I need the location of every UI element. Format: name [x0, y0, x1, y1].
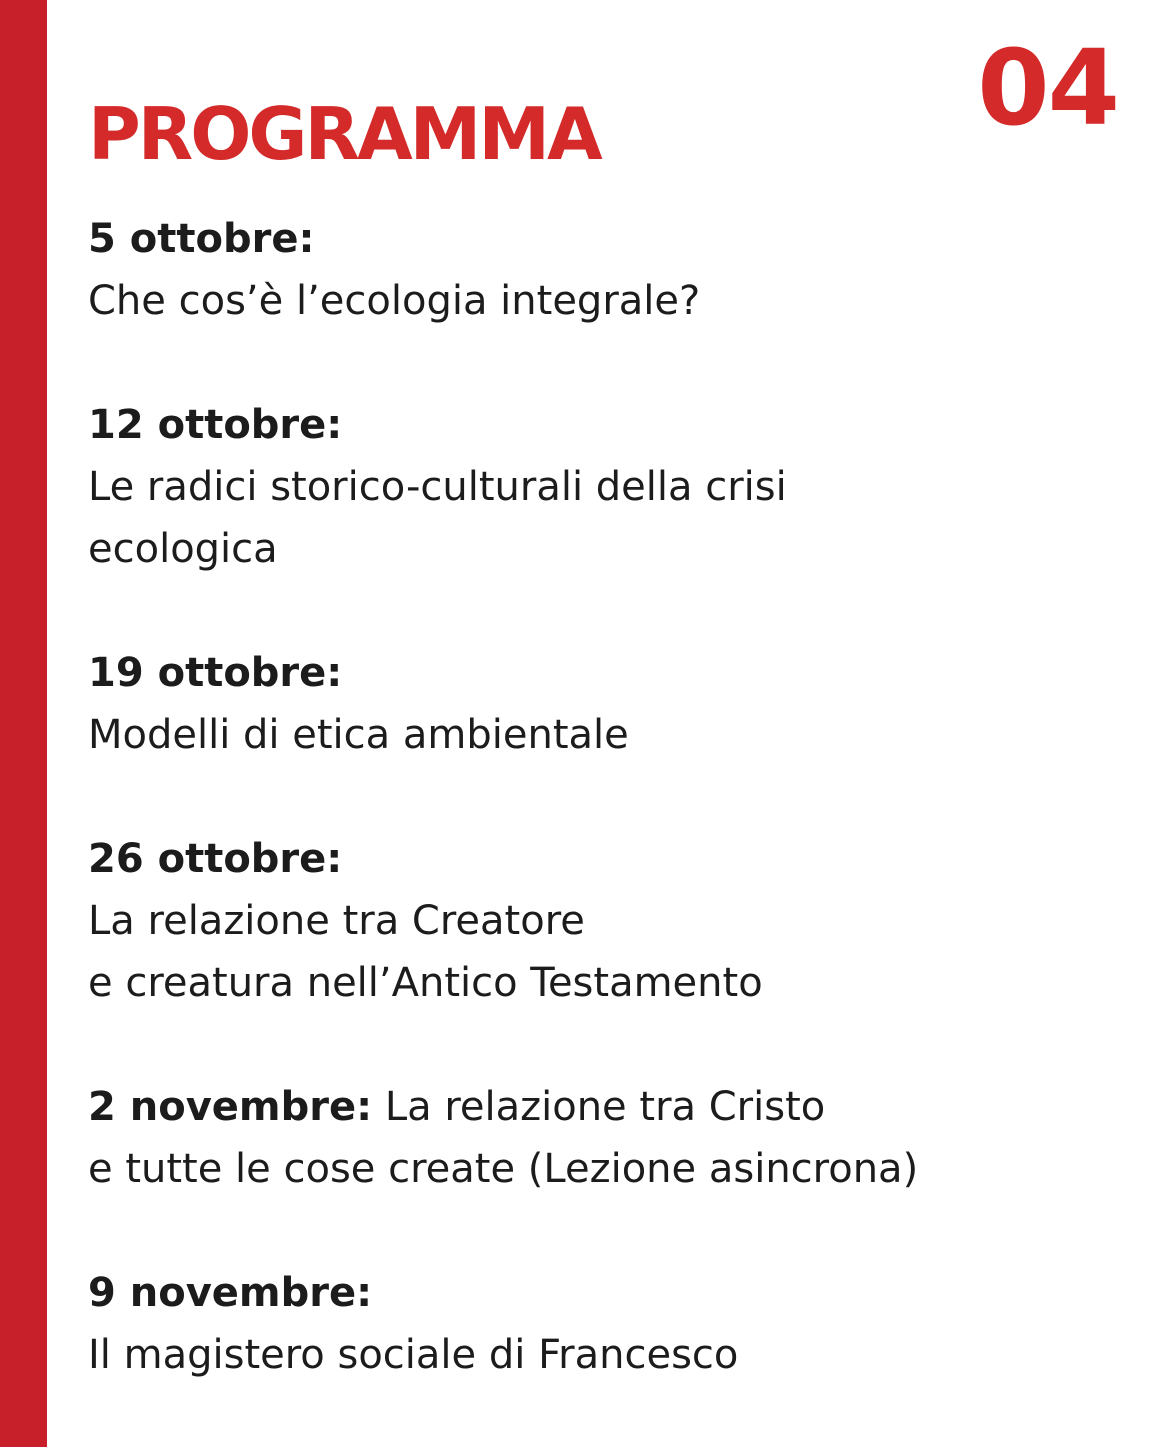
page-title: PROGRAMMA [88, 92, 600, 176]
schedule-entry-6 [88, 1262, 1148, 1386]
schedule-entry-1 [88, 208, 1148, 332]
entry-topic-inline: La relazione tra Cristo [384, 1084, 826, 1130]
program-schedule [88, 208, 1148, 1448]
entry-date: 19 ottobre: [88, 650, 343, 696]
page-number: 04 [977, 27, 1118, 149]
schedule-entry-3 [88, 642, 1148, 766]
entry-date: 26 ottobre: [88, 836, 343, 882]
schedule-entry-5 [88, 1076, 1148, 1200]
entry-date: 12 ottobre: [88, 402, 343, 448]
entry-topic: Le radici storico-culturali della crisi [88, 464, 787, 510]
entry-topic: Il magistero sociale di Francesco [88, 1332, 739, 1378]
entry-date: 9 novembre: [88, 1270, 373, 1316]
entry-date: 2 novembre: [88, 1084, 373, 1130]
schedule-entry-4 [88, 828, 1148, 1014]
schedule-entry-2 [88, 394, 1148, 580]
entry-topic: Che cos’è l’ecologia integrale? [88, 278, 701, 324]
entry-topic-continued: e tutte le cose create (Lezione asincrona) [88, 1146, 919, 1192]
entry-topic-continued: e creatura nell’Antico Testamento [88, 960, 763, 1006]
entry-topic-continued: ecologica [88, 526, 278, 572]
entry-date: 5 ottobre: [88, 216, 315, 262]
entry-topic: La relazione tra Creatore [88, 898, 585, 944]
entry-topic: Modelli di etica ambientale [88, 712, 629, 758]
red-side-bar [0, 0, 47, 1447]
